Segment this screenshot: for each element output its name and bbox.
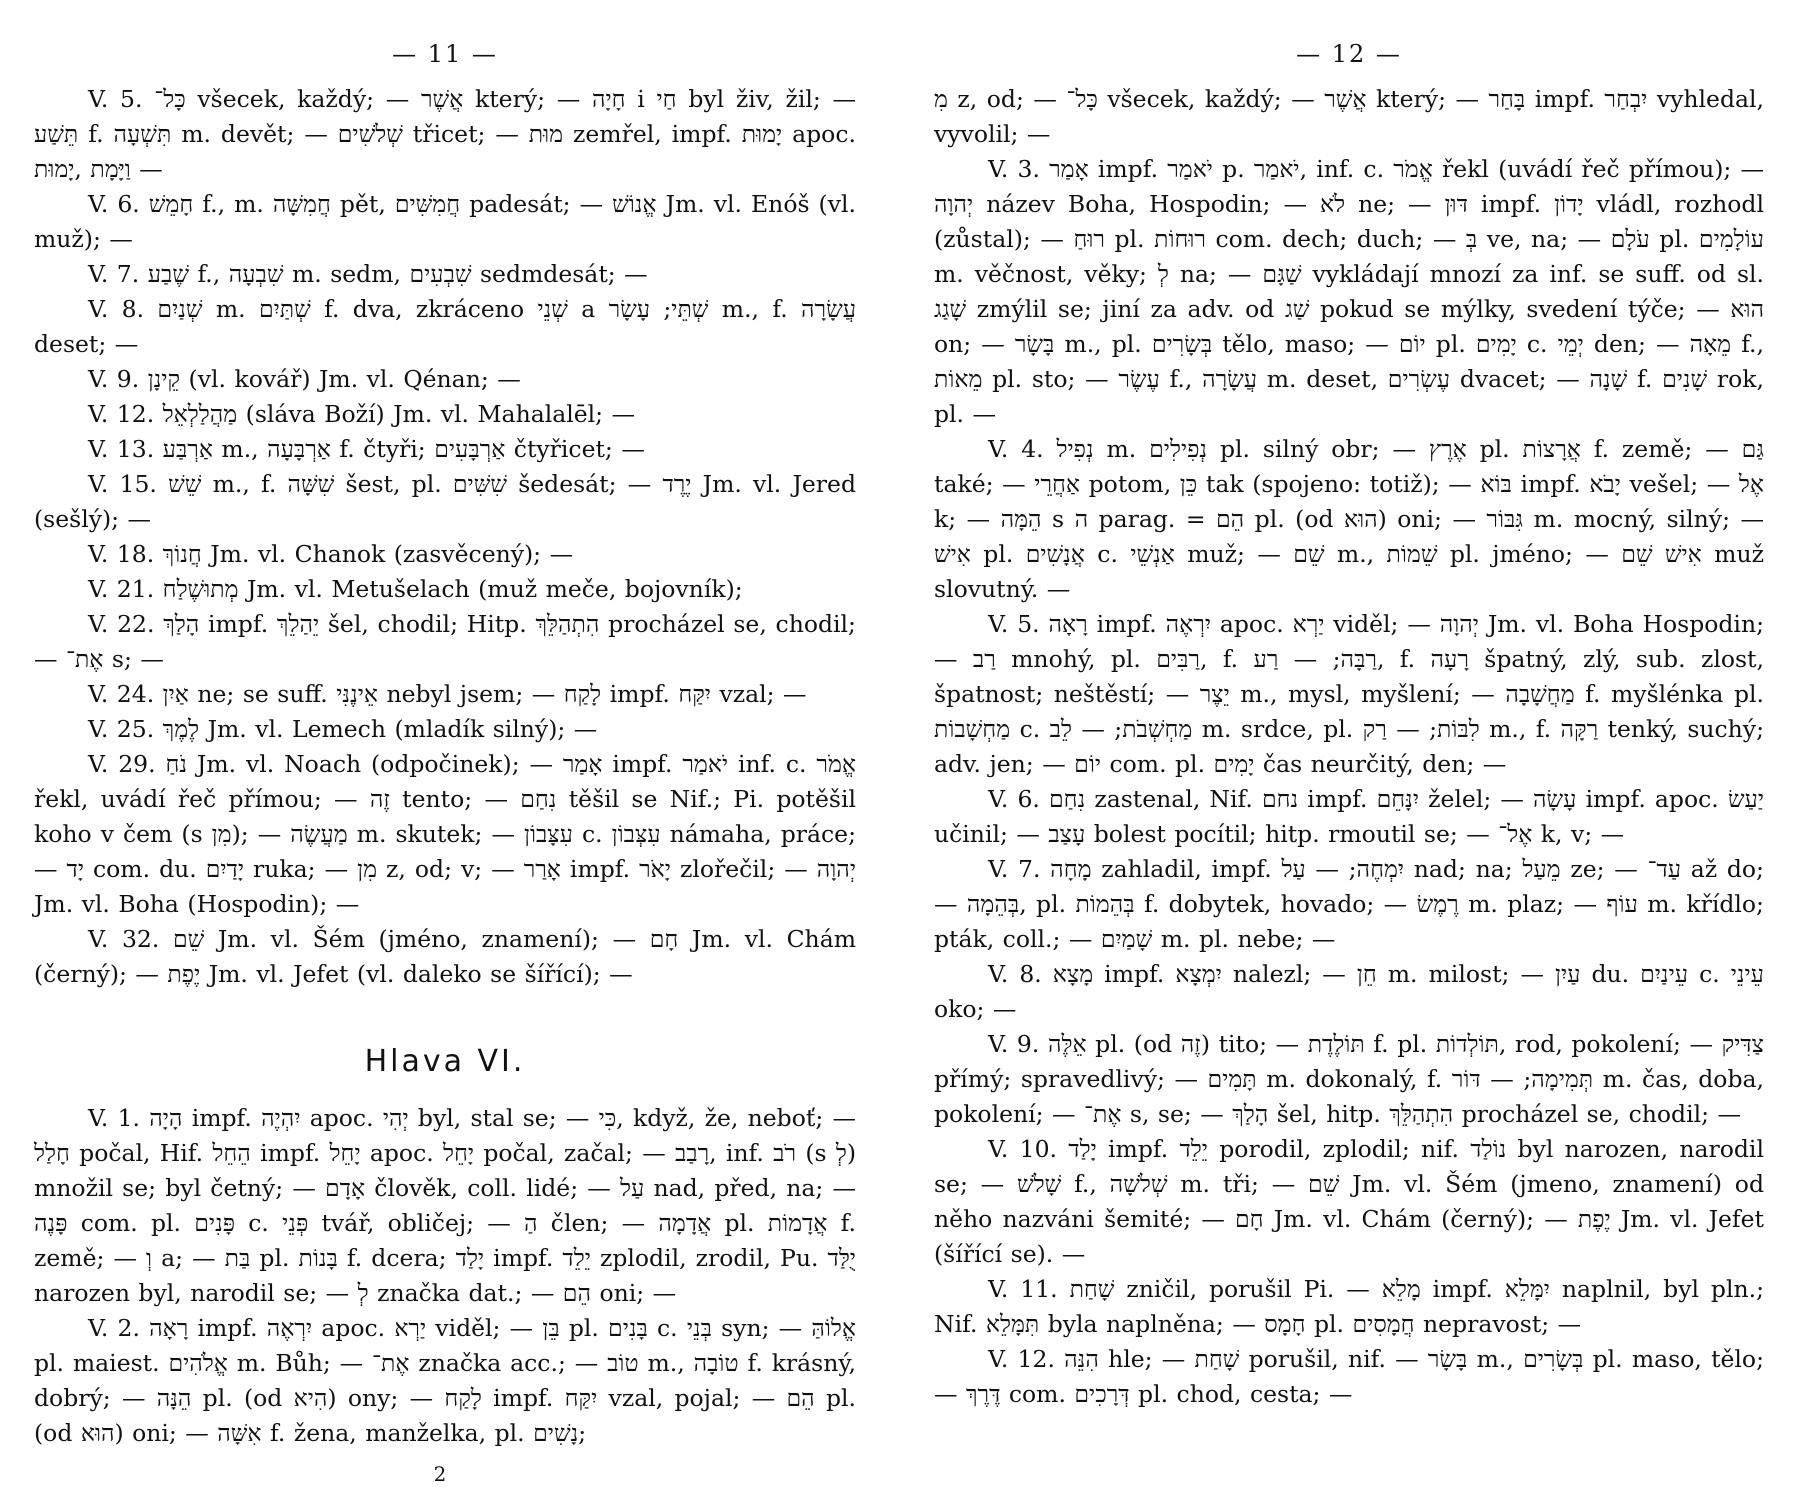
entry-paragraph: V. 1. הָיָה impf. יִהְיֶה apoc. יְהִי byl, stal se; — כִּי, když, že, neboť; — חָלַל počal, Hif. הֵחֵל impf. יָחֵל apoc. יָחֵל počal, začal; — רָבַב, inf. רֹב (s לְ) množil se; byl četný; — אָדָם člověk, coll. lidé; — עַל nad, před, na; — פָּנֶה com. pl. פָּנִים c. פְּנֵי tvář, obličej; — הַ člen; — אֲדָמָה pl. אֲדָמוֹת f. země; — וְ a; — בַּת pl. בָּנוֹת f. dcera; יָלַד impf. יֵלֵד zplodil, zrodil, Pu. יֻלַּד narozen byl, narodil se; — לְ značka dat.; — הֵם oni; — [34,1104,856,1307]
entry-paragraph: V. 12. הִנֵּה hle; — שָׁחַת porušil, nif. — בָּשָׂר m., בְּשָׂרִים pl. maso, tělo; — דֶּרֶךְ com. דְּרָכִים pl. chod, cesta; — [934,1345,1765,1408]
chapter-heading: Hlava VI. [364,1044,526,1079]
entry-paragraph: V. 21. מְתוּשֶׁלַח Jm. vl. Metušelach (muž meče, bojovník); [88,575,743,603]
entry-paragraph: V. 9. קֵינָן (vl. kovář) Jm. vl. Qénan; — [88,365,521,393]
entry-paragraph: V. 24. אַיִן ne; se suff. אֵינֶנִּי nebyl jsem; — לָקַח impf. יִקַּח vzal; — [88,680,807,708]
entry-paragraph: V. 22. הָלַךְ impf. יֵהַלֵךְ šel, chodil; Hitp. הִתְהַלֵּךְ procházel se, chodil; — אֶת־ s; — [34,610,856,673]
entry-paragraph: V. 10. יָלַד impf. יֵלֵד porodil, zplodil; nif. נוֹלַד byl narozen, narodil se; — שָׁלֹשׁ f., שְׁלֹשָׁה m. tři; — שֵׁם Jm. vl. Šém (jmeno, znamení) od něho nazváni šemité; — חָם Jm. vl. Chám (černý); — יֶפֶת Jm. vl. Jefet (šířící se). — [934,1135,1764,1268]
entry-paragraph: V. 4. נְפִיל m. נְפִילִים pl. silný obr; — אֶרֶץ pl. אֲרָצוֹת f. země; — גַּם také; — אַחֲרֵי potom, כֵּן tak (spojeno: totiž); — בּוֹא impf. יָבֹא vešel; — אֶל k; — הֵמָּה s ה parag. = הֵם pl. (od הוּא) oni; — גִּבּוֹר m. mocný, silný; — אִישׁ pl. אֲנָשִׁים c. אַנְשֵׁי muž; — שֵׁם m., שֵׁמוֹת pl. jméno; — אִישׁ שֵׁם muž slovutný. — [934,435,1764,603]
signature-mark: 2 [433,1462,447,1486]
chapter-entries-block [34,1101,856,1451]
page-number: — 11 — [392,40,498,68]
entries-block [934,82,1764,1412]
entry-paragraph: V. 5. רָאָה impf. יִרְאֶה apoc. יַרְא viděl; — יְהוָה Jm. vl. Boha Hospodin; — רַב mnohý, pl. רַבִּים, f. רַבָּה; — רַע, f. רָעָה špatný, zlý, sub. zlost, špatnost; neštěstí; — יֵצֶר m., mysl, myšlení; — מַחֲשָׁבָה f. myšlénka pl. מַחְשָׁבוֹת c. מַחְשְׁבֹת; — לֵב m. srdce, pl. לִבּוֹת; — רַק m., f. רַקָּה tenký, suchý; adv. jen; — יוֹם com. pl. יָמִים čas neurčitý, den; — [934,610,1765,778]
entry-paragraph: V. 29. נֹחַ Jm. vl. Noach (odpočinek); — אָמַר impf. יֹאמַר inf. c. אֱמֹר řekl, uvádí řeč přímou; — זֶה tento; — נִחַם těšil se Nif.; Pi. potěšil koho v čem (s מִן); — מַעֲשֶׂה m. skutek; — עִצָּבוֹן c. עִצְּבוֹן námaha, práce; — יָד com. du. יָדַיִם ruka; — מִן z, od; v; — אָרַר impf. יָאֹר zlořečil; — יְהוָה Jm. vl. Boha (Hospodin); — [34,750,856,918]
right-page [912,0,1794,1500]
entry-paragraph: V. 8. מָצָא impf. יִמְצָא nalezl; — חֵן m. milost; — עַיִן du. עֵינַיִם c. עֵינֵי oko; — [934,960,1764,1023]
entry-paragraph: V. 2. רָאָה impf. יִרְאֶה apoc. יַרְא viděl; — בֵּן pl. בָּנִים c. בְּנֵי syn; — אֱלוֹהַּ pl. maiest. אֱלֹהִים m. Bůh; — אֶת־ značka acc.; — טוֹב m., טוֹבָה f. krásný, dobrý; — הֵנָּה pl. (od הִיא) ony; — לָקַח impf. יִקַּח vzal, pojal; — הֵם pl. (od הוּא) oni; — אִשָּׁה f. žena, manželka, pl. נָשִׁים; [34,1314,856,1447]
entry-paragraph: V. 9. אֵלֶּה pl. (od זֶה) tito; — תּוֹלֶדֶת f. pl. תּוֹלְדוֹת, rod, pokolení; — צַדִּיק přímý; spravedlivý; — תָּמִים m. dokonalý, f. תְּמִימָה; — דּוֹר m. čas, doba, pokolení; — אֶת־ s, se; — הָלַךְ šel, hitp. הִתְהַלֵּךְ procházel se, chodil; — [934,1030,1764,1128]
entry-paragraph: V. 6. חָמֵשׁ f., m. חֲמִשָּׁה pět, חֲמִשִּׁים padesát; — אֱנוֹשׁ Jm. vl. Enóš (vl. muž); — [34,190,856,253]
entry-paragraph: V. 15. שֵׁשׁ m., f. שִׁשָּׁה šest, pl. שִׁשִּׁים šedesát; — יֶרֶד Jm. vl. Jered (sešlý); — [34,470,856,533]
entry-paragraph: V. 5. כָּל־ všecek, každý; — אֲשֶׁר který; — חָיָה i חַי byl živ, žil; — תֵּשַׁע f. תִּשְׁעָה m. devět; — שְׁלֹשִׁים třicet; — מוּת zemřel, impf. יָמוּת apoc. וַיָּמָת ,יָמוּת — [34,85,856,183]
entry-paragraph: V. 6. נִחַם zastenal, Nif. נחם impf. יִנָּחֵם želel; — עָשָׂה impf. apoc. יַעַשׂ učinil; — עָצַב bolest pocítil; hitp. rmoutil se; — אֶל־ k, v; — [934,785,1764,848]
entry-paragraph: V. 13. אַרְבַּע m., אַרְבָּעָה f. čtyři; אַרְבָּעִים čtyřicet; — [88,435,645,463]
entry-paragraph: V. 32. שֵׁם Jm. vl. Šém (jméno, znamení); — חָם Jm. vl. Chám (černý); — יֶפֶת Jm. vl. Jefet (vl. daleko se šířící); — [34,925,856,988]
entry-paragraph: V. 25. לֶמֶךְ Jm. vl. Lemech (mladík silný); — [88,715,598,743]
entry-paragraph: V. 7. מָחָה zahladil, impf. יִמְחֶה; — עַל nad; na; מֵעַל ze; — עַד־ až do; — בְּהֵמָה, pl. בְּהֵמוֹת f. dobytek, hovado; — רֶמֶשׂ m. plaz; — עוֹף m. křídlo; pták, coll.; — שָׁמַיִם m. pl. nebe; — [934,855,1764,953]
left-page [0,0,880,1500]
entry-paragraph: V. 18. חֲנוֹךְ Jm. vl. Chanok (zasvěcený); — [88,540,574,568]
entry-paragraph: V. 7. שֶׁבַע f., שִׁבְעָה m. sedm, שִׁבְעִים sedmdesát; — [88,260,648,288]
entry-paragraph: V. 8. שְׁנַיִם m. שְׁתַּיִם f. dva, zkráceno שְׁנֵי a שְׁתֵּי; עָשָׂר m., f. עֲשָׂרָה deset; — [34,295,857,358]
entry-paragraph: V. 3. אָמַר impf. יֹאמַר p. יֹאמַר, inf. c. אֱמֹר řekl (uvádí řeč přímou); — יְהוָה název Boha, Hospodin; — לֹא ne; — דּוּן impf. יָדוֹן vládl, rozhodl (zůstal); — רוּחַ pl. רוּחוֹת com. dech; duch; — בְּ ve, na; — עֹלָם pl. עוֹלָמִים m. věčnost, věky; לְ na; — שַׁגָּם vykládají mnozí za inf. se suff. od sl. שָׁגַג zmýlil se; jiní za adv. od שַׁג pokud se mýlky, svedení týče; — הוּא on; — בָּשָׂר m., pl. בְּשָׂרִים tělo, maso; — יוֹם pl. יָמִים c. יְמֵי den; — מֵאָה f., מֵאוֹת pl. sto; — עֶשֶׂר f., עֲשָׂרָה m. deset, עֶשְׂרִים dvacet; — שָׁנָה f. שָׁנִים rok, pl. — [934,155,1765,428]
entry-paragraph: מִ z, od; — כָּל־ všecek, každý; — אֲשֶׁר který; — בָּחַר impf. יִבְחַר vyhledal, vyvolil; — [934,85,1764,148]
entry-paragraph: V. 12. מַהֲלַלְאֵל (sláva Boží) Jm. vl. Mahalalēl; — [88,400,636,428]
entries-block [34,82,856,992]
page-number: — 12 — [1296,40,1402,68]
entry-paragraph: V. 11. שָׁחַת zničil, porušil Pi. — מָלֵא impf. יִמָּלֵא naplnil, byl pln.; Nif. תִּמָּלֵא byla naplněna; — חָמָס pl. חֲמָסִים nepravost; — [934,1275,1764,1338]
